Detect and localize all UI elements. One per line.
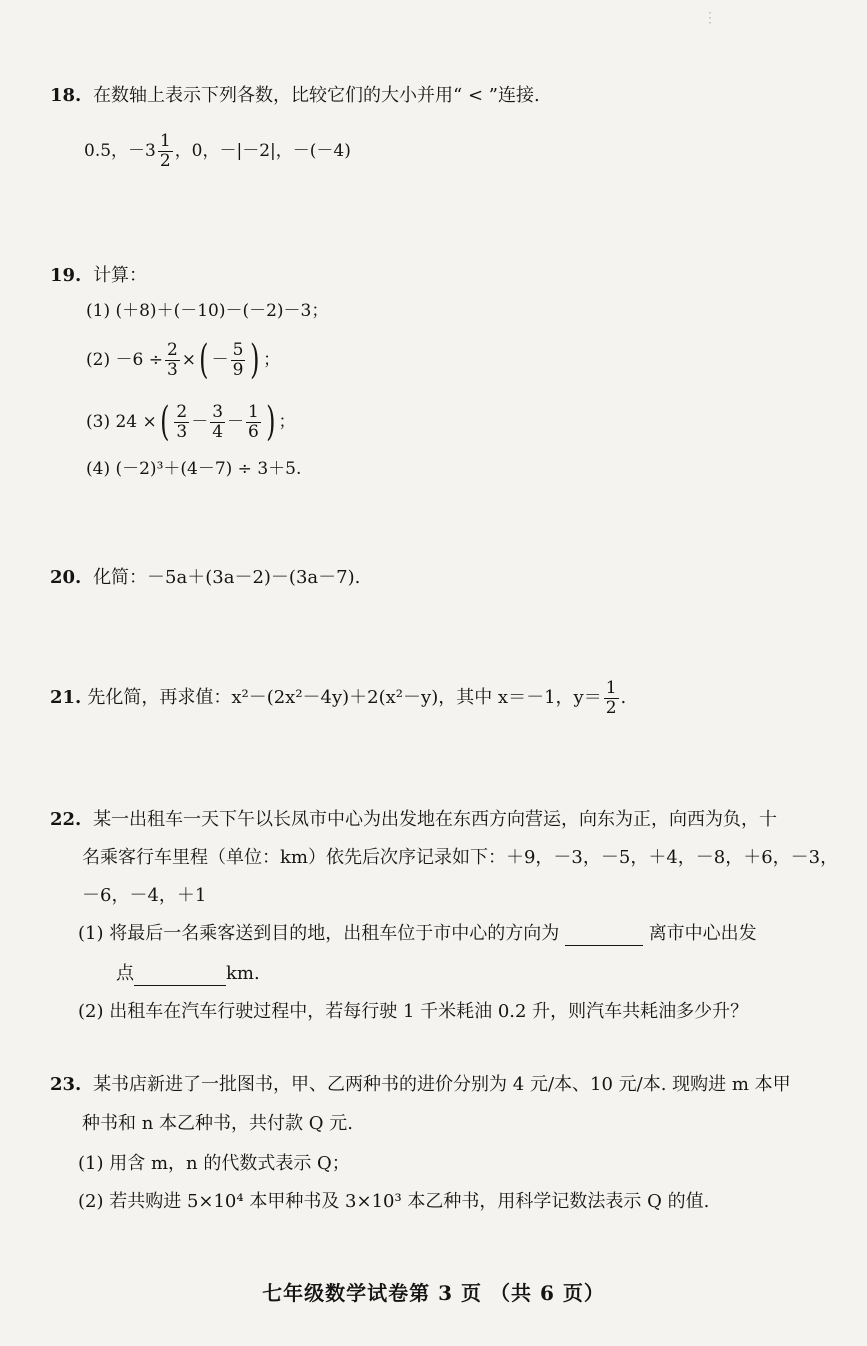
left-paren: ( — [199, 337, 209, 383]
q23-part-1: (1) 用含 m，n 的代数式表示 Q； — [78, 1153, 350, 1174]
fraction: $\frac{2}{3}$ — [166, 339, 178, 380]
scan-mark: ⋮ — [703, 10, 717, 26]
question-21: 21. 先化简，再求值：x²－(2x²－4y)＋2(x²－y)，其中 x＝－1，y＝ $\frac{1}{2}$ . — [50, 677, 627, 718]
question-number: 18. — [50, 85, 82, 106]
question-22 — [50, 808, 777, 832]
q22-part-1: (1) 将最后一名乘客送到目的地，出租车位于市中心的方向为 离市中心出发 — [78, 923, 757, 944]
q18-items-a: 0.5，－3 — [84, 141, 156, 161]
question-text: 计算： — [93, 265, 148, 286]
mixed-fraction: $\frac{1}{2}$ — [159, 131, 171, 171]
question-number: 22. — [50, 809, 82, 830]
q19-part-3: (3) 24 × ( $\frac{2}{3}$ － $\frac{3}{4}$ － $\frac{1}{6}$ ) ； — [86, 399, 296, 445]
question-18 — [50, 84, 540, 108]
question-number: 20. — [50, 567, 82, 588]
answer-blank-distance[interactable] — [134, 985, 226, 986]
left-paren: ( — [159, 399, 170, 445]
question-number: 21. — [50, 687, 82, 708]
q19-part-1: (1) (＋8)＋(－10)－(－2)－3； — [86, 301, 329, 321]
question-text-line-1: 某一出租车一天下午以长凤市中心为出发地在东西方向营运，向东为正，向西为负，十 — [93, 809, 778, 830]
question-text-line-3: －6，－4，＋1 — [82, 885, 207, 906]
fraction: $\frac{1}{2}$ — [605, 677, 617, 718]
question-19 — [50, 264, 147, 288]
q23-part-2: (2) 若共购进 5×10⁴ 本甲种书及 3×10³ 本乙种书，用科学记数法表示 Q 的值. — [78, 1191, 710, 1212]
question-text-line-1: 某书店新进了一批图书，甲、乙两种书的进价分别为 4 元/本、10 元/本. 现购进 m 本甲 — [93, 1074, 791, 1095]
question-number: 19. — [50, 265, 82, 286]
question-number: 23. — [50, 1074, 82, 1095]
q22-part-1-cont: 点 km. — [116, 963, 260, 984]
question-20 — [50, 566, 360, 590]
fraction: $\frac{3}{4}$ — [212, 401, 224, 442]
q19-part-4: (4) (－2)³＋(4－7) ÷ 3＋5. — [86, 459, 302, 479]
q22-part-2: (2) 出租车在汽车行驶过程中，若每行驶 1 千米耗油 0.2 升，则汽车共耗油多少升？ — [78, 1001, 749, 1022]
question-23 — [50, 1073, 791, 1097]
q19-part-2: (2) －6 ÷ $\frac{2}{3}$ × ( － $\frac{5}{9}$ ) ； — [86, 337, 281, 383]
q18-items — [84, 132, 351, 171]
page-footer: 七年级数学试卷第 3 页 （共 6 页） — [262, 1281, 605, 1305]
fraction: $\frac{5}{9}$ — [232, 339, 244, 380]
question-text-line-2: 种书和 n 本乙种书，共付款 Q 元. — [82, 1113, 353, 1134]
fraction: $\frac{2}{3}$ — [176, 401, 188, 442]
question-text: 先化简，再求值：x²－(2x²－4y)＋2(x²－y)，其中 x＝－1，y＝ — [87, 687, 602, 708]
q18-items-b: ，0，－|－2|，－(－4) — [174, 141, 351, 161]
question-text-line-2: 名乘客行车里程（单位：km）依先后次序记录如下：＋9，－3，－5，＋4，－8，＋6，－3， — [82, 847, 839, 868]
fraction: $\frac{1}{6}$ — [248, 401, 259, 442]
right-paren: ) — [250, 337, 260, 383]
question-text: 在数轴上表示下列各数，比较它们的大小并用“ < ”连接. — [93, 85, 540, 106]
right-paren: ) — [265, 399, 276, 445]
answer-blank-direction[interactable] — [565, 945, 643, 946]
question-text: 化简：－5a＋(3a－2)－(3a－7). — [93, 567, 361, 588]
